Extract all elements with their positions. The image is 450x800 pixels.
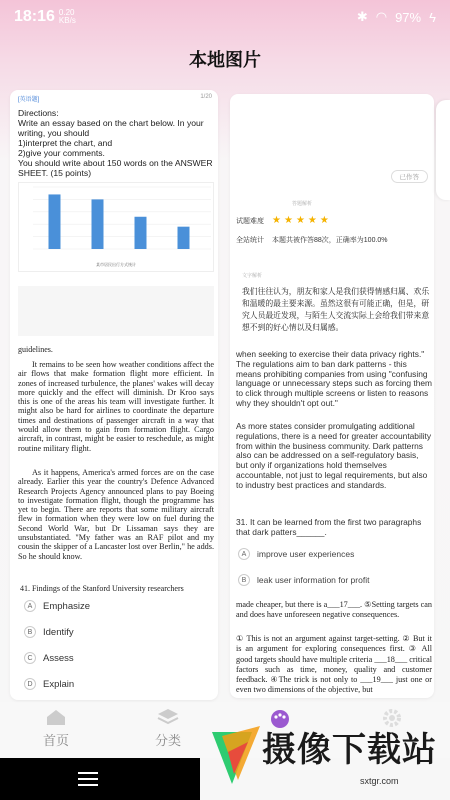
chart-bar bbox=[92, 199, 104, 249]
article-paragraph: As it happens, America's armed forces are on the case already. Earlier this year the country's Defence Advanced Research Projects Agency announced plans to pay Boeing to investigate formation flight, though the programme has yet to begin. There are reports that some military aircraft flew in formation when they were low on fuel during the Second World War, but Dr Lissaman says they are unsubstantiated. "My father was an RAF pilot and my cousin the skipper of a Lancaster lost over Berlin," he adds. So he should know. bbox=[18, 468, 214, 561]
option-letter: A bbox=[24, 600, 36, 612]
option-text: improve user experiences bbox=[257, 549, 355, 559]
page-counter: 1/20 bbox=[200, 94, 212, 100]
image-card-right[interactable] bbox=[230, 94, 434, 698]
chart-caption: 某市居民出行方式统计 bbox=[96, 262, 136, 267]
option-a[interactable] bbox=[24, 600, 90, 612]
option-text: Identify bbox=[43, 626, 74, 638]
watermark bbox=[200, 716, 450, 800]
bar-chart bbox=[18, 182, 214, 272]
star-icon: ★ bbox=[283, 215, 293, 226]
option-text: leak user information for profit bbox=[257, 575, 370, 585]
status-icons bbox=[357, 9, 436, 25]
tab-home[interactable] bbox=[26, 708, 86, 749]
bluetooth-icon: ✱ bbox=[356, 9, 368, 24]
page-title: 本地图片 bbox=[189, 50, 261, 70]
option-b[interactable] bbox=[238, 574, 369, 586]
bar-chart-svg bbox=[19, 183, 215, 261]
article-paragraph: It remains to be seen how weather conditions affect the air flows that make formation flight more efficient. In zones of increased turbulence, the planes' wakes will decay more quickly and the effect will diminish. Dr Kroo says this is one of the areas his team will investigate further. It might also be hard for airlines to coordinate the departure times and destinations of passenger aircraft in a way that would allow them to gain from formation flight. Cargo aircraft, in contrast, might be easier to reschedule, as might routine military flight. bbox=[18, 360, 214, 453]
option-letter: D bbox=[24, 678, 36, 690]
passage-paragraph: ① This is not an argument against target-setting. ② But it is an argument for exploring consequences first. ③ All good targets should have multiple criteria ___18___ critical factors such as time, money, quality and customer feedback. ④The trick is not only to ___19___ just one or even two dimensions of the objective, but bbox=[236, 634, 432, 695]
option-d[interactable] bbox=[24, 678, 74, 690]
question-type-tag: [英语题] bbox=[18, 97, 40, 103]
blank-area bbox=[18, 286, 214, 336]
stats-label: 全站统计 bbox=[236, 237, 264, 244]
image-card-left[interactable] bbox=[10, 90, 218, 700]
option-letter: B bbox=[238, 574, 250, 586]
watermark-url: sxtgr.com bbox=[360, 776, 399, 786]
article-fragment: guidelines. bbox=[18, 345, 53, 354]
answered-badge: 已作答 bbox=[391, 170, 429, 183]
status-bar bbox=[0, 0, 450, 34]
passage-paragraph: made cheaper, but there is a___17___. ⑤Setting targets can and does have unforeseen negative consequences. bbox=[236, 600, 432, 620]
next-card-edge[interactable] bbox=[436, 100, 450, 200]
chart-bar bbox=[49, 194, 61, 249]
option-letter: B bbox=[24, 626, 36, 638]
text-analysis-label: 文字解析 bbox=[242, 273, 263, 279]
option-text: Explain bbox=[43, 678, 75, 690]
star-icon: ★ bbox=[272, 215, 281, 226]
home-icon bbox=[45, 708, 67, 726]
stats-row bbox=[236, 235, 388, 245]
option-letter: A bbox=[238, 548, 250, 560]
stats-text: 本题共被作答88次，正确率为100.0% bbox=[272, 237, 388, 244]
tab-label: 首页 bbox=[42, 733, 69, 748]
layers-icon bbox=[157, 708, 179, 726]
chinese-explanation: 我们往往认为，朋友和家人是我们获得情感归属、欢乐和温暖的最主要来源。虽然这很有可能正确，但是，研究人员最近发现，与陌生人交流实际上会给我们带来意想不到的好心情以及归属感。 bbox=[242, 287, 430, 332]
tab-label: 分类 bbox=[154, 733, 181, 748]
directions-text: Directions: Write an essay based on the chart below. In your writing, you should 1)interpret the chart, and 2)give your comments. You should write about 150 words on the ANSWER SHEET. (15 points) bbox=[18, 108, 213, 178]
system-navigation-bar bbox=[0, 758, 200, 800]
star-icon: ★ bbox=[319, 215, 329, 226]
option-a[interactable] bbox=[238, 548, 354, 560]
option-b[interactable] bbox=[24, 626, 74, 638]
difficulty-row bbox=[236, 216, 329, 226]
analysis-label: 答题解析 bbox=[292, 201, 313, 207]
option-letter: C bbox=[24, 652, 36, 664]
passage-paragraph: As more states consider promulgating additional regulations, there is a need for greater accountability from within the business community. Dark patterns also can be addressed on a self-regulatory basis, but only if organizations hold themselves accountable, not just to legal requirements, but also to industry best practices and standards. bbox=[236, 421, 432, 490]
difficulty-stars bbox=[272, 216, 329, 226]
question-text: 41. Findings of the Stanford University researchers bbox=[20, 584, 184, 593]
battery-level: 97% bbox=[395, 9, 422, 25]
tab-category[interactable] bbox=[138, 708, 198, 749]
watermark-text: 摄像下载站 bbox=[262, 731, 437, 769]
question-text: 31. It can be learned from the first two paragraphs that dark patters______. bbox=[236, 517, 422, 537]
menu-icon[interactable] bbox=[78, 772, 98, 786]
chart-bar bbox=[135, 217, 147, 249]
wifi-icon: ◠ bbox=[375, 9, 388, 24]
option-text: Emphasize bbox=[43, 600, 90, 612]
watermark-logo-icon bbox=[204, 722, 260, 788]
charging-icon: ϟ bbox=[429, 9, 436, 25]
chart-bar bbox=[178, 227, 190, 249]
star-icon: ★ bbox=[295, 215, 305, 226]
network-speed: 0.20 KB/s bbox=[58, 8, 76, 25]
difficulty-label: 试题难度 bbox=[236, 218, 264, 225]
passage-paragraph: when seeking to exercise their data privacy rights." The regulations aim to ban dark patterns - this means prohibiting companies from using "confusing language or unnecessary steps such as forcing them to click through multiple screens or listen to reasons why they shouldn't opt out." bbox=[236, 349, 432, 408]
star-icon: ★ bbox=[307, 215, 317, 226]
option-text: Assess bbox=[43, 652, 74, 664]
status-time: 18:16 bbox=[14, 8, 55, 25]
option-c[interactable] bbox=[24, 652, 74, 664]
